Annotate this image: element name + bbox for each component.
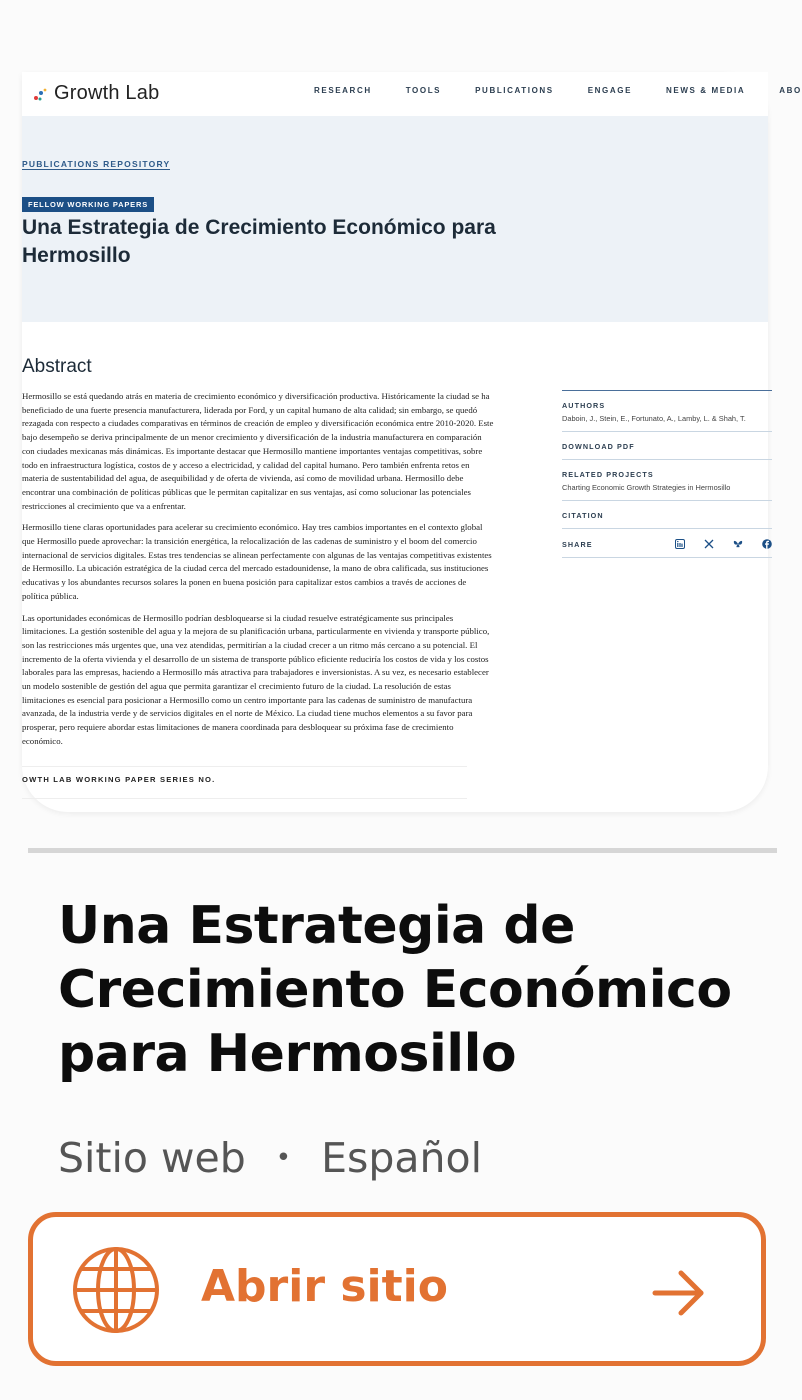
bullet-separator: • [275, 1143, 292, 1173]
bluesky-icon[interactable] [733, 539, 743, 549]
page-title: Una Estrategia de Crecimiento Económico para Hermosillo [58, 896, 732, 1084]
download-pdf-label: DOWNLOAD PDF [562, 442, 635, 451]
fellow-working-papers-badge: FELLOW WORKING PAPERS [22, 197, 154, 212]
abstract-heading: Abstract [22, 356, 92, 377]
share-label: SHARE [562, 539, 593, 549]
share-icons [675, 539, 772, 549]
facebook-icon[interactable] [762, 539, 772, 549]
divider [28, 848, 777, 853]
open-site-label: Abrir sitio [201, 1261, 448, 1312]
x-icon[interactable] [704, 539, 714, 549]
abstract-body [22, 390, 494, 757]
website-preview [22, 72, 802, 812]
related-project-link[interactable]: Charting Economic Growth Strategies in Hermosillo [562, 483, 731, 492]
preview-title: Una Estrategia de Crecimiento Económico para Hermosillo [22, 216, 496, 267]
citation-toggle[interactable] [562, 501, 772, 529]
linkedin-icon[interactable] [675, 539, 685, 549]
working-paper-series: OWTH LAB WORKING PAPER SERIES NO. [22, 766, 467, 799]
authors-value: Daboin, J., Stein, E., Fortunato, A., Lamby, L. & Shah, T. [562, 414, 746, 423]
authors-section [562, 391, 772, 432]
publications-repository-link[interactable]: PUBLICATIONS REPOSITORY [22, 159, 171, 169]
arrow-right-icon [649, 1263, 709, 1323]
abstract-paragraph: Las oportunidades económicas de Hermosillo podrían desbloquearse si la ciudad resuelve estratégicamente sus principales limitaciones. La gestión sostenible del agua y la mejora de su planificación urbana, particularmente en vivienda y transporte público, son las restricciones más urgentes que, una vez atendidas, permitirían a la ciudad crecer a un ritmo más cercano a su potencial. El incremento de la oferta vivienda y el desarrollo de un sistema de transporte público eficiente reduciría los costos de vida y los costos laborales para las empresas, haciendo a Hermosillo más atractiva para trabajadores e inversionistas. A su vez, es necesario establecer un modelo sostenible de gestión del agua que permita garantizar el crecimiento futuro de la ciudad. La resolución de estas limitaciones es esencial para posicionar a Hermosillo como un centro importante para las cadenas de suministro de manufactura avanzada, de la industria verde y de servicios digitales en el norte de México. La ciudad tiene muchos elementos a su favor para prosperar, pero requiere abordar estas limitaciones de manera coordinada para desbloquear su próxima fase de crecimiento económico. [22, 612, 490, 746]
abstract-paragraph: Hermosillo se está quedando atrás en materia de crecimiento económico y diversificación productiva. Históricamente la ciudad se ha beneficiado de una fuerte presencia manufacturera, liderada por Ford, y un capital humano de alta calidad; sin embargo, se quedó rezagada con respecto a ciudades comparativas en términos de creación de empleo y diversificación económica entre 2010-2020. Este bajo desempeño se deriva principalmente de un menor crecimiento y diversificación de la industria manufacturera en comparación con ciudades mexicanas más dinámicas. Es importante destacar que Hermosillo mantiene importantes ventajas competitivas, sobre todo en infraestructura logística, costos de y acceso a electricidad, y calidad del capital humano. Pero también enfrenta retos en materia de sustentabilidad del agua, de asequibilidad y de oferta de vivienda, así como de movilidad urbana. Hermosillo debe encontrar una combinación de políticas públicas que le permitan capitalizar en sus ventajas, así como solucionar las potenciales restricciones al crecimiento que va a enfrentar. [22, 391, 494, 511]
related-projects-section [562, 460, 772, 501]
preview-sidebar [562, 390, 772, 558]
globe-icon [71, 1245, 161, 1335]
download-pdf-link[interactable] [562, 432, 772, 460]
share-section [562, 529, 772, 558]
nav-engage[interactable]: ENGAGE [587, 86, 633, 95]
open-site-button[interactable] [28, 1212, 766, 1366]
nav-about[interactable]: ABO [779, 86, 802, 95]
logo-mark-icon [32, 82, 54, 104]
related-projects-label: RELATED PROJECTS [562, 470, 654, 479]
authors-label: AUTHORS [562, 401, 606, 410]
nav-news-media[interactable]: NEWS & MEDIA [666, 86, 746, 95]
meta-line [58, 1134, 482, 1182]
growth-lab-logo [32, 80, 159, 106]
nav-tools[interactable]: TOOLS [405, 86, 442, 95]
preview-top-nav [22, 72, 802, 116]
nav-research[interactable]: RESEARCH [314, 86, 372, 95]
citation-label: CITATION [562, 511, 604, 520]
logo-text: Growth Lab [54, 81, 160, 104]
nav-publications[interactable]: PUBLICATIONS [475, 86, 554, 95]
preview-nav-links [314, 86, 802, 95]
source-type: Sitio web [58, 1134, 246, 1182]
language: Español [321, 1134, 483, 1182]
abstract-paragraph: Hermosillo tiene claras oportunidades para acelerar su crecimiento económico. Hay tres cambios importantes en el contexto global que Hermosillo puede aprovechar: la transición energética, la relocalización de las cadenas de suministro y el boom del comercio internacional de servicios digitales. Estas tres tendencias se alinean perfectamente con algunas de las ventajas competitivas existentes de Hermosillo. La ubicación estratégica de la ciudad cerca del mercado estadounidense, la mano de obra calificada, sus instituciones educativas y los abundantes recursos solares la ponen en buena posición para capitalizar estos cambios a través de acciones de política pública. [22, 522, 492, 601]
